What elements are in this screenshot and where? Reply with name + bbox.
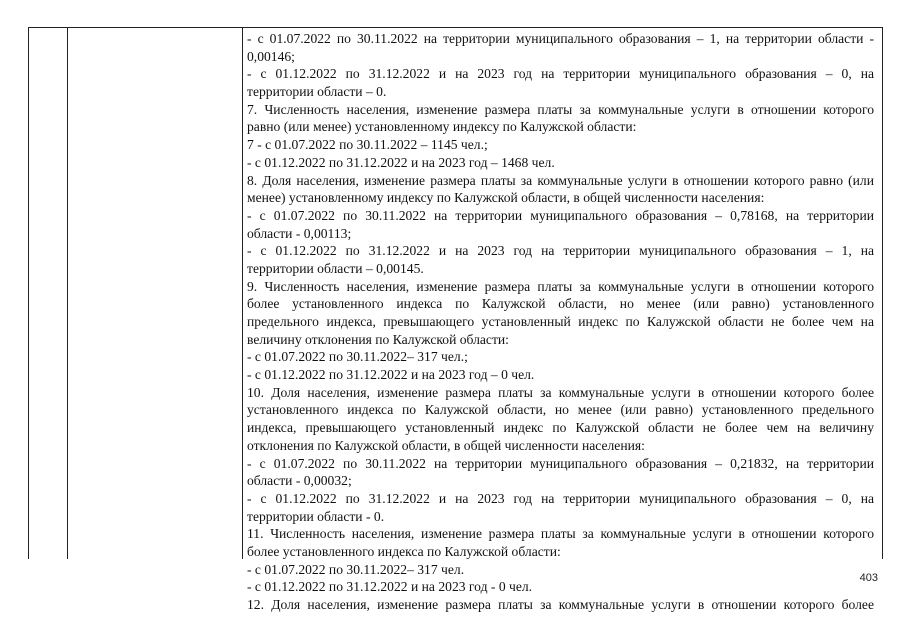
text-cell bbox=[247, 30, 874, 614]
text-line: более установленного индекса по Калужской области, но менее (или равно) установленного bbox=[247, 296, 874, 312]
page-number: 403 bbox=[859, 572, 878, 584]
text-line: - с 01.12.2022 по 31.12.2022 и на 2023 год на территории муниципального образования – 0, на bbox=[247, 66, 874, 82]
text-line: величину отклонения по Калужской области: bbox=[247, 331, 509, 347]
column-divider bbox=[242, 28, 243, 559]
text-line: - с 01.12.2022 по 31.12.2022 и на 2023 год - 0 чел. bbox=[247, 579, 533, 595]
text-line: 8. Доля населения, изменение размера платы за коммунальные услуги в отношении которого равно (или bbox=[247, 172, 874, 188]
text-line: территории области - 0. bbox=[247, 508, 385, 524]
text-line: 12. Доля населения, изменение размера платы за коммунальные услуги в отношении которого более bbox=[247, 597, 874, 612]
text-line: более установленного индекса по Калужской области: bbox=[247, 543, 561, 559]
text-line: - с 01.12.2022 по 31.12.2022 и на 2023 год на территории муниципального образования – 1, на bbox=[247, 243, 874, 259]
text-line: предельного индекса, превышающего установленный индекс по Калужской области не более чем на bbox=[247, 314, 874, 329]
text-line: менее) установленному индексу по Калужской области, в общей численности населения: bbox=[247, 190, 765, 206]
text-line: территории области – 0,00145. bbox=[247, 260, 424, 276]
text-line: 7. Численность населения, изменение размера платы за коммунальные услуги в отношении которого bbox=[247, 101, 874, 117]
text-line: области - 0,00032; bbox=[247, 473, 352, 489]
text-line: - с 01.12.2022 по 31.12.2022 и на 2023 год – 0 чел. bbox=[247, 367, 535, 383]
text-line: - с 01.07.2022 по 30.11.2022– 317 чел. bbox=[247, 561, 465, 577]
text-line: установленного индекса по Калужской области, но менее (или равно) установленного предельного bbox=[247, 402, 874, 418]
text-line: отклонения по Калужской области, в общей численности населения: bbox=[247, 437, 645, 453]
text-line: равно (или менее) установленному индексу по Калужской области: bbox=[247, 119, 637, 135]
text-line: индекса, превышающего установленный индекс по Калужской области не более чем на величину bbox=[247, 420, 874, 436]
text-line: - с 01.07.2022 по 30.11.2022 на территории муниципального образования – 0,78168, на территории bbox=[247, 207, 874, 223]
text-line: - с 01.07.2022 по 30.11.2022– 317 чел.; bbox=[247, 349, 468, 365]
text-line: 11. Численность населения, изменение размера платы за коммунальные услуги в отношении которого bbox=[247, 526, 874, 542]
text-line: - с 01.12.2022 по 31.12.2022 и на 2023 год на территории муниципального образования – 0, на bbox=[247, 490, 874, 506]
text-line: 0,00146; bbox=[247, 48, 295, 64]
text-line: 9. Численность населения, изменение размера платы за коммунальные услуги в отношении которого bbox=[247, 278, 874, 294]
text-line: области - 0,00113; bbox=[247, 225, 352, 241]
column-divider bbox=[67, 28, 68, 559]
text-line: 10. Доля населения, изменение размера платы за коммунальные услуги в отношении которого более bbox=[247, 384, 874, 400]
text-line: - с 01.07.2022 по 30.11.2022 на территории муниципального образования – 1, на территории области - bbox=[247, 31, 874, 46]
text-line: - с 01.12.2022 по 31.12.2022 и на 2023 год – 1468 чел. bbox=[247, 154, 555, 170]
text-line: - с 01.07.2022 по 30.11.2022 на территории муниципального образования – 0,21832, на территории bbox=[247, 455, 874, 471]
text-line: 7 - с 01.07.2022 по 30.11.2022 – 1145 чел.; bbox=[247, 137, 488, 153]
text-line: территории области – 0. bbox=[247, 84, 387, 100]
